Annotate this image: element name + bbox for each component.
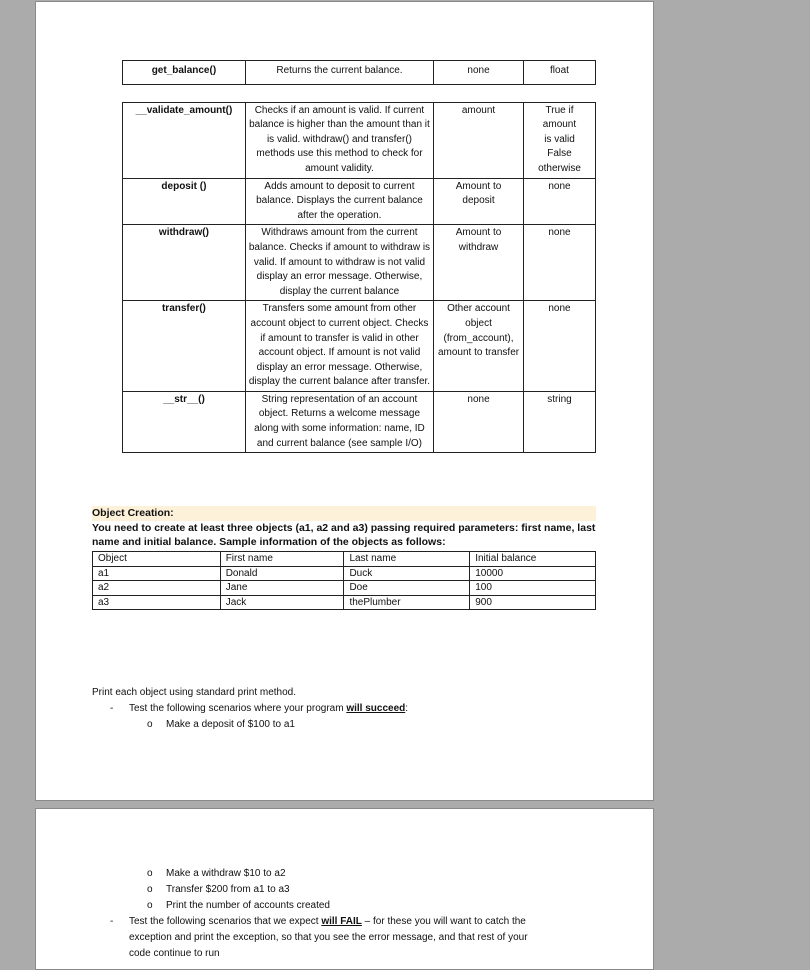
table-row bbox=[123, 301, 596, 392]
circle-bullet: o bbox=[147, 884, 153, 895]
method-name: deposit () bbox=[123, 178, 246, 225]
method-returns: none bbox=[523, 178, 595, 225]
table-cell: 900 bbox=[470, 595, 596, 610]
succeed-instruction: Test the following scenarios where your program will succeed: bbox=[129, 703, 409, 714]
circle-bullet: o bbox=[147, 868, 153, 879]
methods-table bbox=[122, 60, 596, 453]
method-parameters: none bbox=[434, 61, 524, 85]
method-name: get_balance() bbox=[123, 61, 246, 85]
circle-bullet: o bbox=[147, 900, 153, 911]
method-description: Checks if an amount is valid. If current balance is higher than the amount than it is valid. withdraw() and transfer() methods use this method to check for amount validity. bbox=[245, 102, 433, 178]
method-returns: none bbox=[523, 225, 595, 301]
method-parameters: Amount to withdraw bbox=[434, 225, 524, 301]
method-parameters: Other account object (from_account), amount to transfer bbox=[434, 301, 524, 392]
table-row bbox=[123, 61, 596, 85]
document-page-2 bbox=[35, 808, 654, 970]
table-row bbox=[123, 225, 596, 301]
method-description: Transfers some amount from other account object to current object. Checks if amount to transfer is valid in other account object. If amount is not valid display an error message. Otherwise, display the current balance after transfer. bbox=[245, 301, 433, 392]
dash-bullet: - bbox=[110, 703, 114, 714]
method-name: transfer() bbox=[123, 301, 246, 392]
method-name: __validate_amount() bbox=[123, 102, 246, 178]
dash-bullet: - bbox=[110, 916, 114, 927]
print-instruction: Print each object using standard print method. bbox=[92, 687, 297, 698]
table-cell: Donald bbox=[220, 566, 344, 581]
fail-instruction: Test the following scenarios that we expect will FAIL – for these you will want to catch the bbox=[129, 916, 526, 927]
method-returns: none bbox=[523, 301, 595, 392]
method-name: withdraw() bbox=[123, 225, 246, 301]
method-parameters: amount bbox=[434, 102, 524, 178]
method-parameters: Amount to deposit bbox=[434, 178, 524, 225]
object-creation-heading bbox=[92, 506, 596, 550]
table-row bbox=[93, 566, 596, 581]
column-header: Object bbox=[93, 552, 221, 567]
table-cell: thePlumber bbox=[344, 595, 470, 610]
table-cell: 10000 bbox=[470, 566, 596, 581]
method-returns: True if amount is valid False otherwise bbox=[523, 102, 595, 178]
table-row bbox=[93, 595, 596, 610]
objects-table bbox=[92, 551, 596, 610]
table-row bbox=[93, 581, 596, 596]
section-intro: You need to create at least three objects (a1, a2 and a3) passing required parameters: first name, last name and initial balance. Sample information of the objects as follows: bbox=[92, 521, 596, 548]
fail-instruction-line-2: exception and print the exception, so that you see the error message, and that rest of your bbox=[129, 932, 528, 943]
method-description: Withdraws amount from the current balance. Checks if amount to withdraw is valid. If amount to withdraw is not valid display an error message. Otherwise, display the current balance bbox=[245, 225, 433, 301]
list-item: Transfer $200 from a1 to a3 bbox=[166, 884, 290, 895]
method-returns: float bbox=[523, 61, 595, 85]
method-parameters: none bbox=[434, 391, 524, 452]
column-header: Initial balance bbox=[470, 552, 596, 567]
document-page-1 bbox=[35, 1, 654, 801]
table-row bbox=[123, 391, 596, 452]
section-title: Object Creation: bbox=[92, 506, 596, 521]
table-gap bbox=[123, 84, 596, 102]
column-header: First name bbox=[220, 552, 344, 567]
circle-bullet: o bbox=[147, 719, 153, 730]
fail-instruction-line-3: code continue to run bbox=[129, 948, 220, 959]
table-cell: a3 bbox=[93, 595, 221, 610]
table-cell: a2 bbox=[93, 581, 221, 596]
table-cell: Jack bbox=[220, 595, 344, 610]
table-cell: a1 bbox=[93, 566, 221, 581]
method-description: String representation of an account object. Returns a welcome message along with some information: name, ID and current balance (see sample I/O) bbox=[245, 391, 433, 452]
list-item: Make a deposit of $100 to a1 bbox=[166, 719, 295, 730]
table-row bbox=[123, 102, 596, 178]
method-returns: string bbox=[523, 391, 595, 452]
table-cell: Doe bbox=[344, 581, 470, 596]
table-cell: Duck bbox=[344, 566, 470, 581]
list-item: Make a withdraw $10 to a2 bbox=[166, 868, 286, 879]
fail-emphasis: will FAIL bbox=[321, 916, 362, 927]
table-row bbox=[123, 178, 596, 225]
method-description: Returns the current balance. bbox=[245, 61, 433, 85]
column-header: Last name bbox=[344, 552, 470, 567]
table-cell: 100 bbox=[470, 581, 596, 596]
method-description: Adds amount to deposit to current balance. Displays the current balance after the operation. bbox=[245, 178, 433, 225]
succeed-emphasis: will succeed bbox=[346, 703, 406, 714]
table-header-row bbox=[93, 552, 596, 567]
list-item: Print the number of accounts created bbox=[166, 900, 330, 911]
table-cell: Jane bbox=[220, 581, 344, 596]
method-name: __str__() bbox=[123, 391, 246, 452]
